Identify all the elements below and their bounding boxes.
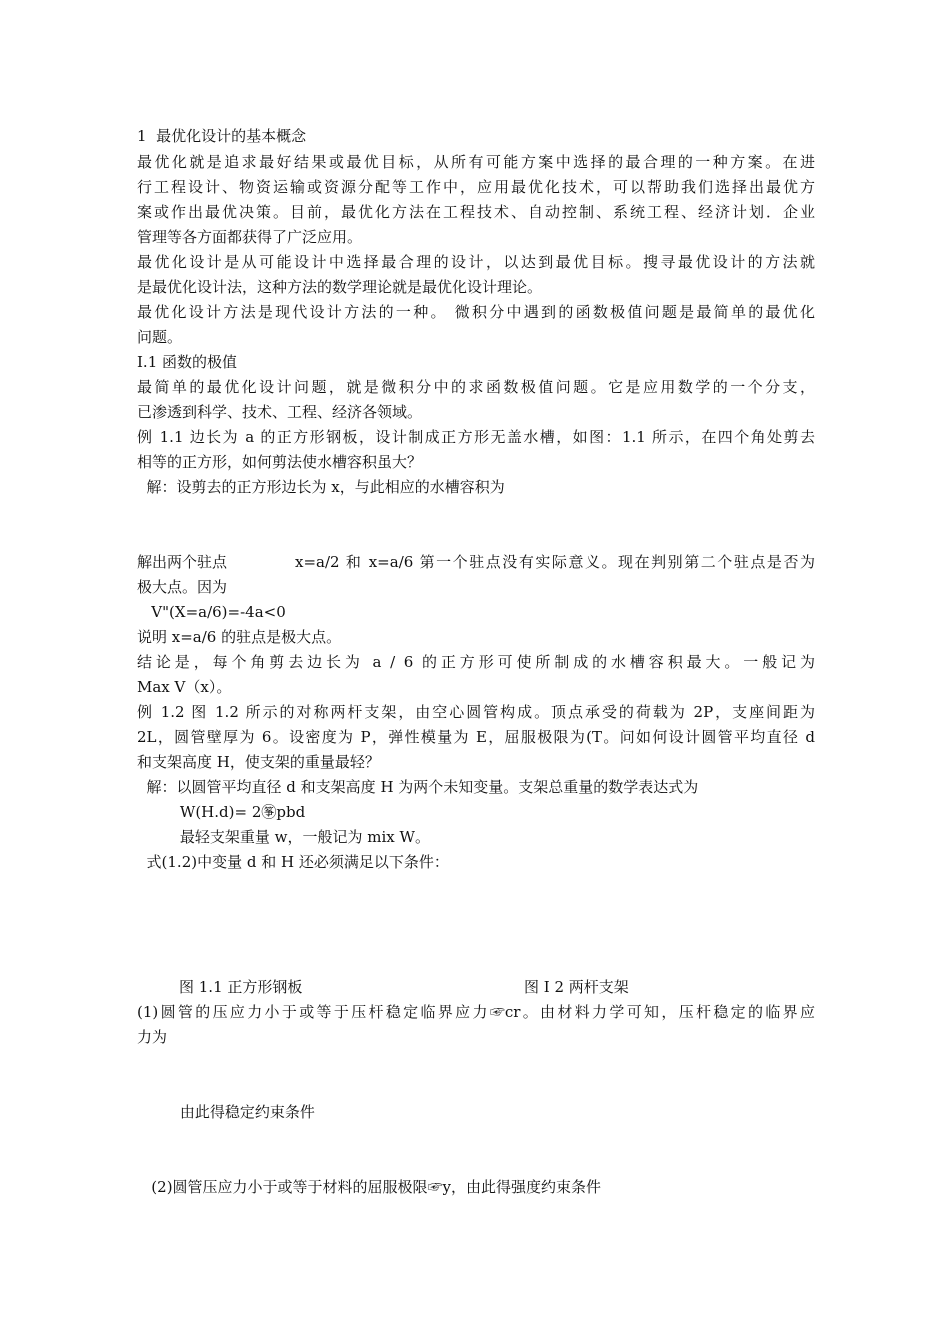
section-heading: 1 最优化设计的基本概念 (137, 127, 307, 145)
paragraph-line: 极大点。因为 (137, 578, 228, 596)
figure-caption-1: 图 1.1 正方形钢板 (179, 978, 303, 996)
example-line: 2L，圆管壁厚为 6。设密度为 P，弹性模量为 E，屈服极限为(T。问如何设计圆管平均直径 d (137, 728, 815, 746)
paragraph-line: 说明 x=a/6 的驻点是极大点。 (137, 628, 342, 646)
paragraph-line: 最轻支架重量 w，一般记为 mix W。 (137, 828, 430, 846)
paragraph-line: 式(1.2)中变量 d 和 H 还必须满足以下条件： (137, 853, 449, 871)
paragraph-line: 结论是，每个角剪去边长为 a / 6 的正方形可使所制成的水槽容积最大。一般记为 (137, 653, 815, 671)
formula-line: V"(X=a/6)=-4a<0 (137, 603, 286, 621)
paragraph-line: Max V（x）。 (137, 678, 232, 696)
paragraph-line: (2)圆管压应力小于或等于材料的屈服极限☞y，由此得强度约束条件 (137, 1178, 602, 1196)
example-line: 相等的正方形，如何剪法使水槽容积虽大？ (137, 453, 423, 471)
paragraph-line: x=a/2 和 x=a/6 第一个驻点没有实际意义。现在判别第二个驻点是否为 (295, 553, 815, 571)
paragraph-line: 行工程设计、物资运输或资源分配等工作中，应用最优化技术，可以帮助我们选择出最优方 (137, 178, 815, 196)
paragraph-line: 由此得稳定约束条件 (137, 1103, 315, 1121)
paragraph-line: 力为 (137, 1028, 168, 1046)
solution-line: 解：设剪去的正方形边长为 x，与此相应的水槽容积为 (137, 478, 505, 496)
paragraph-line: (1)圆管的压应力小于或等于压杆稳定临界应力☞cr。由材料力学可知，压杆稳定的临界应 (137, 1003, 815, 1021)
paragraph-line: 是最优化设计法，这种方法的数学理论就是最优化设计理论。 (137, 278, 543, 296)
paragraph-line: 最优化设计方法是现代设计方法的一种。 微积分中遇到的函数极值问题是最简单的最优化 (137, 303, 815, 321)
example-line: 例 1.1 边长为 a 的正方形钢板，设计制成正方形无盖水槽，如图：1.1 所示，在四个角处剪去 (137, 428, 815, 446)
solution-line: 解：以圆管平均直径 d 和支架高度 H 为两个未知变量。支架总重量的数学表达式为 (137, 778, 699, 796)
paragraph-line: 管理等各方面都获得了广泛应用。 (137, 228, 363, 246)
paragraph-line: 案或作出最优决策。目前，最优化方法在工程技术、自动控制、系统工程、经济计划．企业 (137, 203, 815, 221)
example-line: 例 1.2 图 1.2 所示的对称两杆支架，由空心圆管构成。顶点承受的荷载为 2P，支座间距为 (137, 703, 815, 721)
subsection-heading: I.1 函数的极值 (137, 353, 238, 371)
paragraph-line: 最优化设计是从可能设计中选择最合理的设计，以达到最优目标。搜寻最优设计的方法就 (137, 253, 815, 271)
figure-caption-2: 图 I 2 两杆支架 (524, 978, 629, 996)
paragraph-line: 已渗透到科学、技术、工程、经济各领域。 (137, 403, 423, 421)
paragraph-line: 问题。 (137, 328, 183, 346)
paragraph-line: 解出两个驻点 (137, 553, 228, 571)
paragraph-line: 最优化就是追求最好结果或最优目标，从所有可能方案中选择的最合理的一种方案。在进 (137, 153, 815, 171)
paragraph-line: 最简单的最优化设计问题，就是微积分中的求函数极值问题。它是应用数学的一个分支， (137, 378, 815, 396)
example-line: 和支架高度 H，使支架的重量最轻？ (137, 753, 380, 771)
formula-line: W(H.d)= 2㉇pbd (137, 803, 306, 821)
